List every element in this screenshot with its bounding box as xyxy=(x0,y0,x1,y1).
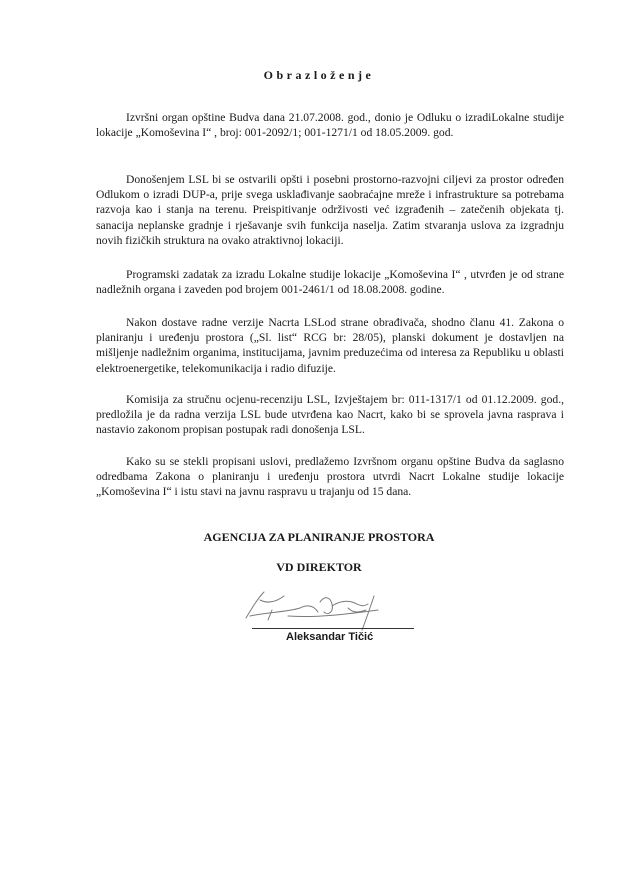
agency-name: AGENCIJA ZA PLANIRANJE PROSTORA xyxy=(203,530,435,544)
document-title: Obrazloženje xyxy=(263,68,375,82)
paragraph-5: Komisija za stručnu ocjenu-recenziju LSL, Izvještajem br: 011-1317/1 od 01.12.2009. god., predložila je da radna verzija LSL bude utvrđena kao Nacrt, kako bi se sprovela javna rasprava i nastavio zakonom propisan postupak radi donošenja LSL. xyxy=(96,393,564,437)
paragraph-3: Programski zadatak za izradu Lokalne studije lokacije „Komoševina I“ , utvrđen je od strane nadležnih organa i zaveden pod brojem 001-2461/1 od 18.08.2008. godine. xyxy=(96,268,564,297)
signature-line xyxy=(252,628,414,629)
paragraph-4: Nakon dostave radne verzije Nacrta LSLod strane obrađivača, shodno članu 41. Zakona o planiranju i uređenju prostora („Sl. list“ RCG br: 28/05), planski dokument je dostavljen na mišljenje nadležnim organima, institucijama, javnim preduzećima od interesa za Republiku u oblasti elektroenergetike, telekomunikacija i radio difuzije. xyxy=(96,316,564,375)
paragraph-6: Kako su se stekli propisani uslovi, predlažemo Izvršnom organu opštine Budva da saglasno odredbama Zakona o planiranju i uređenju prostora utvrdi Nacrt Lokalne studije lokacije „Komoševina I“ i istu stavi na javnu raspravu u trajanju od 15 dana. xyxy=(96,455,564,499)
signer-name: Aleksandar Tičić xyxy=(286,631,374,643)
director-title: VD DIREKTOR xyxy=(276,560,362,574)
handwritten-signature xyxy=(228,582,398,632)
paragraph-1: Izvršni organ opštine Budva dana 21.07.2008. god., donio je Odluku o izradiLokalne studije lokacije „Komoševina I“ , broj: 001-2092/1; 001-1271/1 od 18.05.2009. god. xyxy=(96,111,564,140)
paragraph-2: Donošenjem LSL bi se ostvarili opšti i posebni prostorno-razvojni ciljevi za prostor određen Odlukom o izradi DUP-a, prije svega usklađivanje saobraćajne mreže i infrastrukture sa potrebama razvoja kao i stanja na terenu. Preispitivanje održivosti već izgrađenih – zatečenih objekata tj. sanacija neplanske gradnje i rješavanje svih funkcija naselja. Zatim stvaranja uslova za izgradnju novih fizičkih struktura na ovako atraktivnoj lokaciji. xyxy=(96,173,564,247)
